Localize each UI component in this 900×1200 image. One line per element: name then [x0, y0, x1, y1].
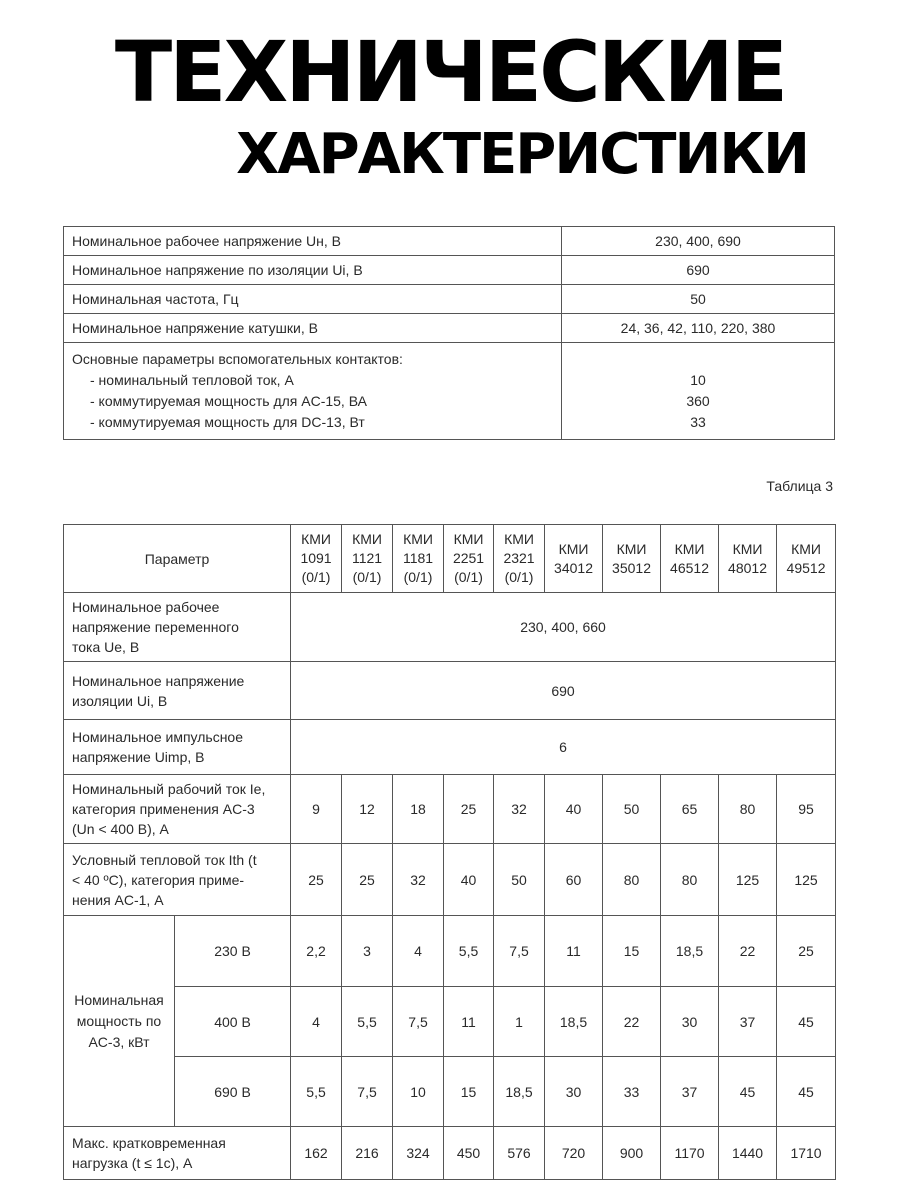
value-cell: 32 [494, 775, 545, 844]
cell-line: (Un < 400 В), А [72, 821, 169, 837]
value-cell: 9 [291, 775, 342, 844]
cell-line: < 40 ºC), категория приме- [72, 871, 245, 888]
value-cell: 15 [444, 1057, 494, 1127]
value-cell: 50 [494, 844, 545, 916]
value-cell: 80 [603, 844, 661, 916]
value-cell: 5,5 [342, 987, 393, 1057]
value-cell: 22 [719, 916, 777, 987]
model-header [777, 525, 836, 593]
cell-line: КМИ [558, 540, 589, 557]
value-cell: 15 [603, 916, 661, 987]
voltage-label: 400 В [175, 987, 291, 1057]
value-cell: 1 [494, 987, 545, 1057]
value-cell: 25 [342, 844, 393, 916]
cell-line: КМИ [504, 531, 534, 547]
cell-line: 2251 [452, 550, 485, 566]
power-row [64, 1057, 836, 1127]
power-row [64, 987, 836, 1057]
cell-line: AC-3, кВт [88, 1033, 150, 1050]
cell-line: 49512 [786, 559, 826, 576]
cell-line: КМИ [301, 531, 331, 547]
spec-value: 230, 400, 690 [562, 227, 835, 256]
value-cell: 10 [393, 1057, 444, 1127]
model-header [545, 525, 603, 593]
cell-line: напряжение переменного [72, 619, 239, 635]
value-cell: 65 [661, 775, 719, 844]
value-cell: 45 [777, 1057, 836, 1127]
cell-line: 2321 [503, 550, 535, 566]
value-cell: 40 [545, 775, 603, 844]
value-cell: 7,5 [342, 1057, 393, 1127]
value-cell: 37 [661, 1057, 719, 1127]
value-cell: 18,5 [545, 987, 603, 1057]
voltage-label: 230 В [175, 916, 291, 987]
row-label [64, 775, 291, 844]
voltage-label: 690 В [175, 1057, 291, 1127]
cell-line: (0/1) [454, 569, 483, 585]
cell-line: напряжение Uimp, В [72, 749, 205, 765]
value-cell: 1440 [719, 1127, 777, 1180]
value-cell: 1710 [777, 1127, 836, 1180]
cell-line: Номинальное импульсное [72, 729, 244, 745]
cell-line: 48012 [728, 559, 767, 576]
cell-line: 1091 [300, 550, 332, 566]
cell-line: нения AC-1, А [72, 891, 164, 908]
aux-title: Основные параметры вспомогательных контактов: [72, 351, 403, 367]
cell-line: (0/1) [504, 569, 534, 585]
model-header [342, 525, 393, 593]
value-cell: 720 [545, 1127, 603, 1180]
spec-row [64, 285, 835, 314]
aux-param: - коммутируемая мощность для AC-15, ВА [90, 393, 367, 409]
spec-row [64, 227, 835, 256]
span-value: 690 [291, 662, 836, 720]
value-cell: 25 [291, 844, 342, 916]
max-load-row [64, 1127, 836, 1180]
value-cell: 11 [444, 987, 494, 1057]
value-cell: 45 [777, 987, 836, 1057]
value-cell: 30 [545, 1057, 603, 1127]
value-cell: 25 [777, 916, 836, 987]
table-caption: Таблица 3 [766, 478, 833, 494]
spec-row [64, 314, 835, 343]
value-cell: 7,5 [494, 916, 545, 987]
value-cell: 11 [545, 916, 603, 987]
value-cell: 18 [393, 775, 444, 844]
value-cell: 33 [603, 1057, 661, 1127]
model-header [719, 525, 777, 593]
aux-value: 33 [690, 414, 706, 430]
power-label [64, 916, 175, 1127]
row-label [64, 844, 291, 916]
value-cell: 18,5 [661, 916, 719, 987]
model-header [393, 525, 444, 593]
cell-line: Условный тепловой ток Ith (t [72, 851, 257, 868]
row-label [64, 593, 291, 662]
value-cell: 4 [393, 916, 444, 987]
cell-line: 1121 [351, 550, 383, 566]
value-cell: 45 [719, 1057, 777, 1127]
spec-param: Номинальная частота, Гц [64, 285, 562, 314]
value-cell: 125 [719, 844, 777, 916]
spec-value: 690 [562, 256, 835, 285]
value-cell: 50 [603, 775, 661, 844]
page-subtitle: ХАРАКТЕРИСТИКИ [236, 122, 808, 187]
span-row [64, 720, 836, 775]
value-cell: 7,5 [393, 987, 444, 1057]
cell-line: (0/1) [352, 569, 382, 585]
aux-values [562, 343, 835, 440]
cell-line: нагрузка (t ≤ 1с), А [72, 1155, 193, 1171]
value-cell: 216 [342, 1127, 393, 1180]
cell-line: 34012 [554, 559, 593, 576]
aux-param: - коммутируемая мощность для DC-13, Вт [90, 414, 365, 430]
aux-params [64, 343, 562, 440]
value-cell: 5,5 [444, 916, 494, 987]
cell-line: 46512 [670, 559, 709, 576]
model-header [661, 525, 719, 593]
value-row [64, 775, 836, 844]
cell-line: КМИ [674, 540, 705, 557]
span-value: 6 [291, 720, 836, 775]
spec-param: Номинальное напряжение катушки, В [64, 314, 562, 343]
value-cell: 4 [291, 987, 342, 1057]
aux-param: - номинальный тепловой ток, А [90, 372, 294, 388]
cell-line: КМИ [403, 531, 433, 547]
cell-line: Номинальное напряжение [72, 672, 245, 689]
value-cell: 12 [342, 775, 393, 844]
spec-row [64, 256, 835, 285]
span-row [64, 593, 836, 662]
value-cell: 30 [661, 987, 719, 1057]
value-row [64, 844, 836, 916]
cell-line: Макс. кратковременная [72, 1135, 226, 1151]
value-cell: 80 [719, 775, 777, 844]
cell-line: тока Ue, В [72, 639, 140, 655]
spec-value: 24, 36, 42, 110, 220, 380 [562, 314, 835, 343]
value-cell: 32 [393, 844, 444, 916]
value-cell: 18,5 [494, 1057, 545, 1127]
cell-line: КМИ [352, 531, 382, 547]
model-specs-table [63, 524, 836, 1180]
cell-line: (0/1) [301, 569, 331, 585]
cell-line: Номинальное рабочее [72, 599, 220, 615]
value-cell: 37 [719, 987, 777, 1057]
cell-line: КМИ [791, 540, 821, 557]
row-label [64, 1127, 291, 1180]
value-cell: 162 [291, 1127, 342, 1180]
model-header [444, 525, 494, 593]
value-cell: 125 [777, 844, 836, 916]
spec-param: Номинальное напряжение по изоляции Ui, В [64, 256, 562, 285]
span-value: 230, 400, 660 [291, 593, 836, 662]
aux-value: 10 [690, 372, 706, 388]
value-cell: 95 [777, 775, 836, 844]
cell-line: Номинальный рабочий ток Ie, [72, 781, 266, 797]
value-cell: 25 [444, 775, 494, 844]
model-header [494, 525, 545, 593]
value-cell: 40 [444, 844, 494, 916]
value-cell: 3 [342, 916, 393, 987]
span-row [64, 662, 836, 720]
aux-value: 360 [686, 393, 710, 409]
spec-value: 50 [562, 285, 835, 314]
power-row [64, 916, 836, 987]
cell-line: 35012 [612, 559, 651, 576]
model-header [291, 525, 342, 593]
cell-line: КМИ [453, 531, 484, 547]
value-cell: 2,2 [291, 916, 342, 987]
page-title: ТЕХНИЧЕСКИЕ [114, 23, 786, 121]
cell-line: Номинальная [74, 991, 164, 1008]
cell-line: 1181 [402, 550, 434, 566]
main-specs-table [63, 226, 835, 440]
cell-line: категория применения AC-3 [72, 801, 255, 817]
value-cell: 1170 [661, 1127, 719, 1180]
spec-row-aux [64, 343, 835, 440]
value-cell: 576 [494, 1127, 545, 1180]
aux-spacer [570, 349, 826, 370]
spec-param: Номинальное рабочее напряжение Uн, В [64, 227, 562, 256]
cell-line: (0/1) [403, 569, 433, 585]
cell-line: изоляции Ui, В [72, 692, 168, 709]
header-row [64, 525, 836, 593]
value-cell: 900 [603, 1127, 661, 1180]
value-cell: 80 [661, 844, 719, 916]
row-label [64, 720, 291, 775]
model-header [603, 525, 661, 593]
cell-line: мощность по [76, 1012, 162, 1029]
value-cell: 450 [444, 1127, 494, 1180]
cell-line: КМИ [732, 540, 763, 557]
value-cell: 22 [603, 987, 661, 1057]
value-cell: 324 [393, 1127, 444, 1180]
value-cell: 5,5 [291, 1057, 342, 1127]
param-header: Параметр [64, 525, 291, 593]
value-cell: 60 [545, 844, 603, 916]
row-label [64, 662, 291, 720]
cell-line: КМИ [616, 540, 647, 557]
